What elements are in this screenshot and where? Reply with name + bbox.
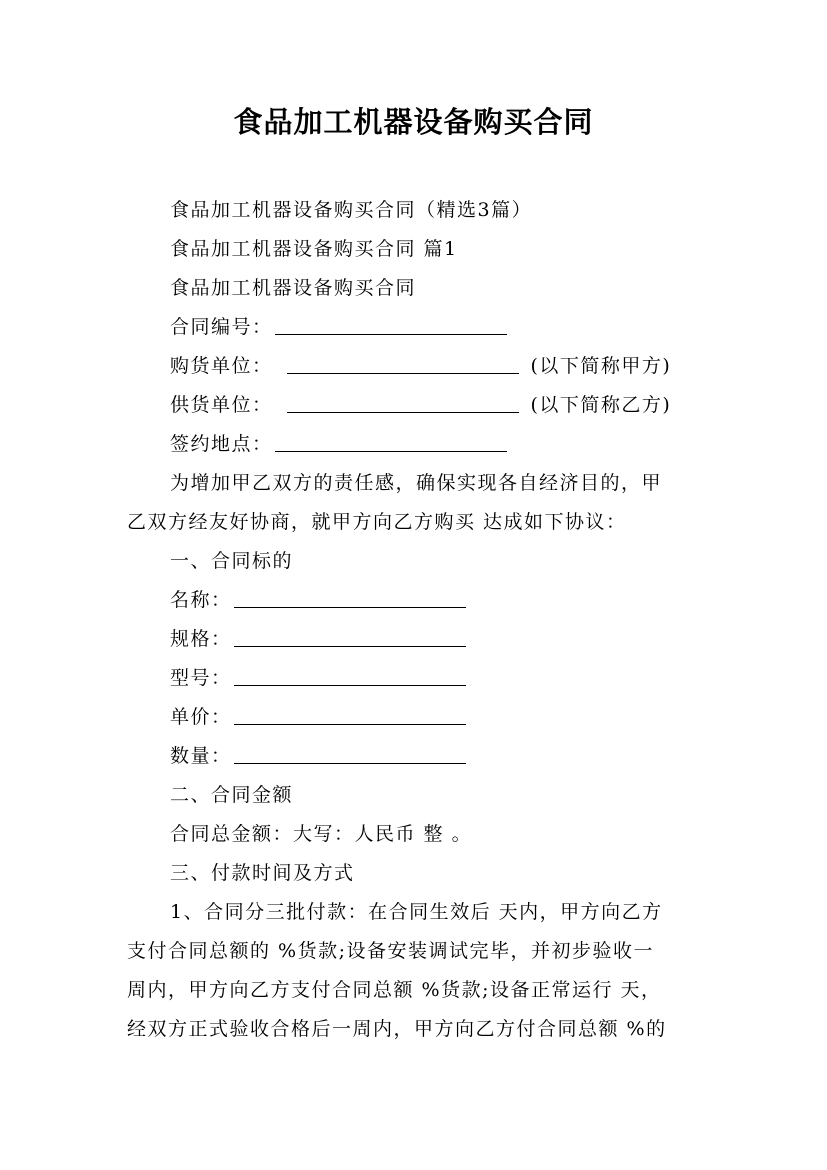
total-amount-line: 合同总金额：大写：人民币 整 。 <box>170 823 473 845</box>
payment-line-4: 经双方正式验收合格后一周内，甲方向乙方付合同总额 %的 <box>127 1018 667 1040</box>
section1-heading: 一、合同标的 <box>170 550 294 572</box>
spec-blank <box>234 626 466 647</box>
payment-line-3: 周内，甲方向乙方支付合同总额 %货款;设备正常运行 天， <box>127 979 662 1001</box>
name-blank <box>234 587 466 608</box>
supplier-suffix: (以下简称乙方) <box>530 394 672 416</box>
section2-heading: 二、合同金额 <box>170 784 294 806</box>
sign-place-label: 签约地点： <box>170 433 273 455</box>
collection-subtitle: 食品加工机器设备购买合同（精选3篇） <box>170 199 533 221</box>
contract-number-label: 合同编号： <box>170 316 273 338</box>
sign-place-blank <box>275 431 507 452</box>
quantity-row <box>170 742 466 770</box>
part-heading: 食品加工机器设备购买合同 篇1 <box>170 238 458 260</box>
unit-price-row <box>170 703 466 731</box>
intro-line-2: 乙双方经友好协商，就甲方向乙方购买 达成如下协议： <box>127 511 627 533</box>
payment-line-1: 1、合同分三批付款：在合同生效后 天内，甲方向乙方 <box>170 901 663 923</box>
supplier-blank <box>287 392 519 413</box>
document-title: 食品加工机器设备购买合同 <box>233 105 594 139</box>
spec-row <box>170 625 466 653</box>
name-row <box>170 586 466 614</box>
name-label: 名称： <box>170 589 232 611</box>
unit-price-label: 单价： <box>170 706 232 728</box>
supplier-label: 供货单位： <box>170 394 273 416</box>
quantity-label: 数量： <box>170 745 232 767</box>
buyer-label: 购货单位： <box>170 355 273 377</box>
contract-number-row <box>170 313 507 341</box>
quantity-blank <box>234 743 466 764</box>
buyer-blank <box>287 353 519 374</box>
buyer-suffix: (以下简称甲方) <box>530 355 672 377</box>
buyer-row <box>170 352 671 380</box>
model-row <box>170 664 466 692</box>
intro-line-1: 为增加甲乙双方的责任感，确保实现各自经济目的，甲 <box>170 472 663 494</box>
section3-heading: 三、付款时间及方式 <box>170 862 355 884</box>
contract-number-blank <box>275 314 507 335</box>
model-blank <box>234 665 466 686</box>
model-label: 型号： <box>170 667 232 689</box>
payment-line-2: 支付合同总额的 %货款;设备安装调试完毕，并初步验收一 <box>127 940 654 962</box>
sign-place-row <box>170 430 507 458</box>
supplier-row <box>170 391 671 419</box>
unit-price-blank <box>234 704 466 725</box>
contract-name: 食品加工机器设备购买合同 <box>170 277 417 299</box>
spec-label: 规格： <box>170 628 232 650</box>
